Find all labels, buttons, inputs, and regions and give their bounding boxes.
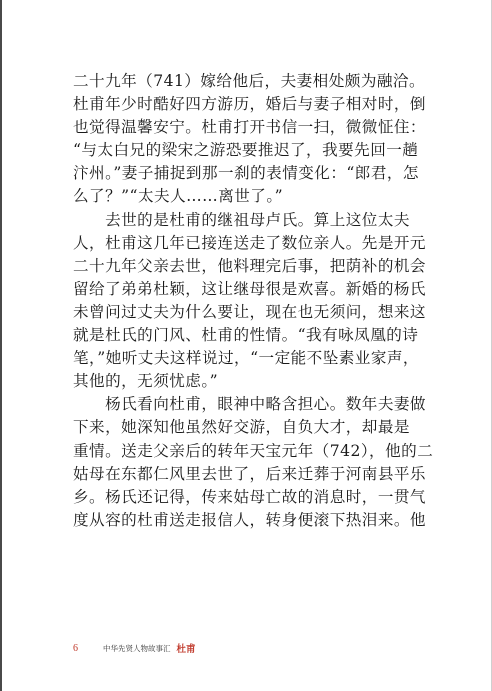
- page-left-edge: [0, 0, 2, 691]
- text-line: 重情。送走父亲后的转年天宝元年（742），他的二: [73, 441, 434, 460]
- text-line: 未曾问过丈夫为什么要让，现在也无须问，想来这: [73, 302, 426, 321]
- text-line: 杜甫年少时酷好四方游历，婚后与妻子相对时，倒: [73, 95, 426, 114]
- text-line: 就是杜氏的门风、杜甫的性情。“我有咏凤凰的诗: [73, 326, 419, 345]
- text-line: 留给了弟弟杜颖，这让继母很是欢喜。新婚的杨氏: [73, 279, 426, 298]
- text-line: 度从容的杜甫送走报信人，转身便滚下热泪来。他: [73, 510, 426, 529]
- series-title: 中华先贤人物故事汇: [103, 643, 171, 653]
- text-line: 汴州。”妻子捕捉到那一刹的表情变化：“郎君，怎: [73, 164, 419, 183]
- text-line: 么了？”“太夫人……离世了。”: [73, 187, 283, 206]
- text-line: 下来，她深知他虽然好交游，自负大才，却最是: [73, 418, 410, 437]
- page-footer: [73, 641, 196, 655]
- text-line: 去世的是杜甫的继祖母卢氏。算上这位太夫: [73, 210, 410, 229]
- page-number: 6: [73, 642, 78, 654]
- text-line: 乡。杨氏还记得，传来姑母亡故的消息时，一贯气: [73, 487, 426, 506]
- text-line: 其他的，无须忧虑。”: [73, 372, 219, 391]
- text-line: 笔，”她听丈夫这样说过，“一定能不坠素业家声，: [73, 349, 419, 368]
- text-line: 姑母在东都仁风里去世了，后来迁葬于河南县平乐: [73, 464, 426, 483]
- text-line: 人，杜甫这几年已接连送走了数位亲人。先是开元: [73, 233, 426, 252]
- text-line: 杨氏看向杜甫，眼神中略含担心。数年夫妻做: [73, 395, 426, 414]
- book-title: 杜甫: [176, 644, 196, 655]
- text-line: 二十九年（741）嫁给他后，夫妻相处颇为融洽。: [73, 72, 425, 90]
- text-line: 二十九年父亲去世，他料理完后事，把荫补的机会: [73, 256, 426, 275]
- body-text: [73, 70, 468, 532]
- text-line: “与太白兄的梁宋之游恐要推迟了，我要先回一趟: [73, 141, 419, 160]
- text-line: 也觉得温馨安宁。杜甫打开书信一扫，微微怔住：: [73, 118, 426, 137]
